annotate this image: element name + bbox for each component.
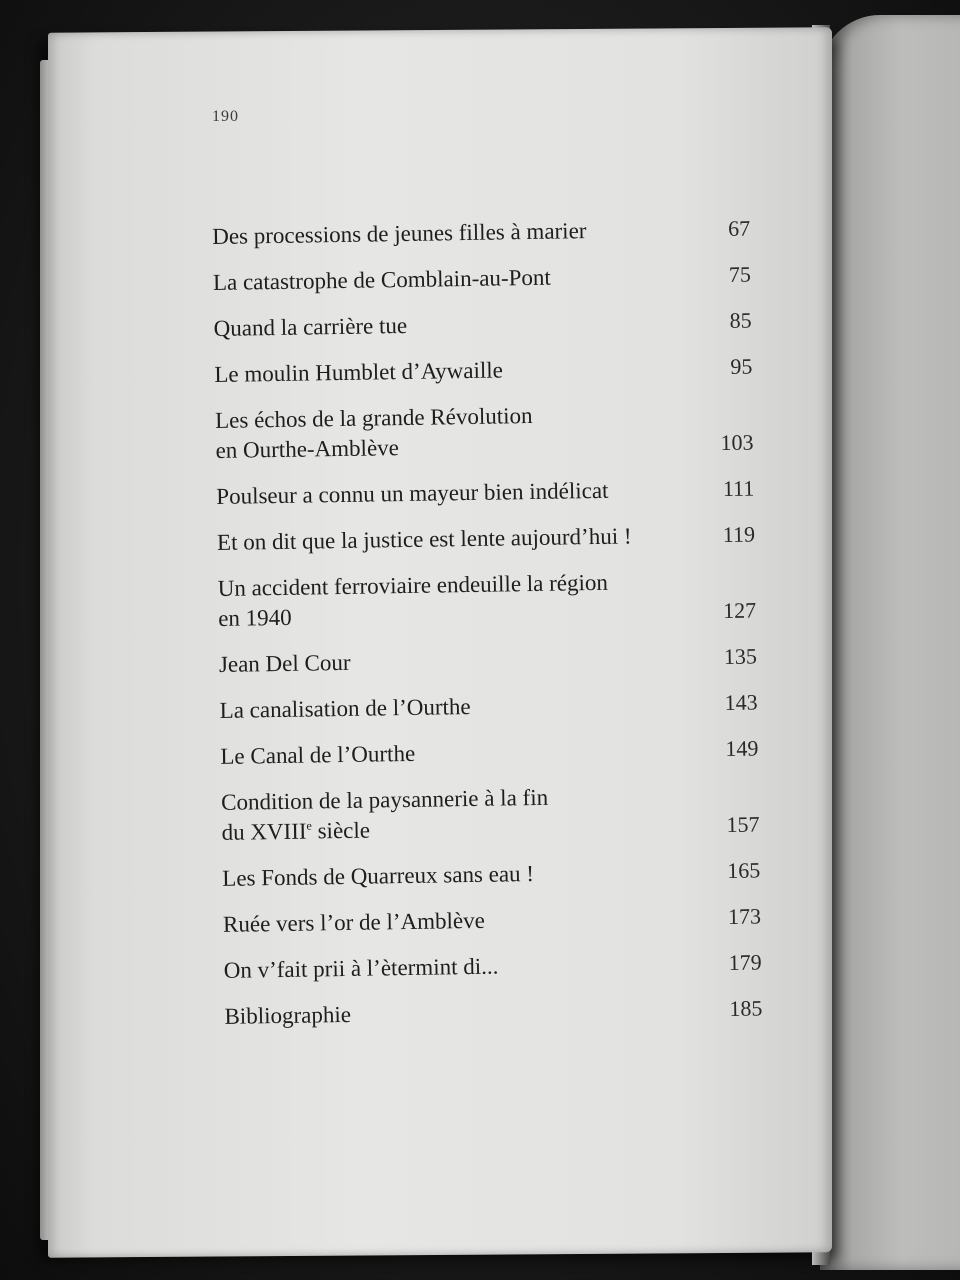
toc-entry	[218, 565, 779, 634]
toc-entry-title: Quand la carrière tue	[213, 312, 408, 341]
toc-entry	[224, 993, 784, 1032]
toc-entry-page: 103	[720, 429, 754, 456]
toc-entry-title: Les Fonds de Quarreux sans eau !	[222, 861, 535, 891]
toc-entry-title: Les échos de la grande Révolution	[214, 402, 533, 433]
toc-entry-page: 165	[727, 857, 761, 883]
toc-entry-title: Des processions de jeunes filles à marier	[212, 218, 587, 249]
toc-entry-title: Le Canal de l’Ourthe	[220, 740, 416, 769]
toc-entry-title: Condition de la paysannerie à la fin	[220, 784, 549, 815]
toc-entry-title-line2: en 1940	[218, 604, 292, 631]
toc-entry-title: La canalisation de l’Ourthe	[219, 693, 471, 723]
toc-entry	[223, 901, 783, 940]
toc-entry-title: Un accident ferroviaire endeuille la région	[217, 569, 609, 601]
toc-entry	[224, 947, 784, 986]
toc-entry	[214, 351, 774, 390]
toc-entry-title: Poulseur a connu un mayeur bien indélicat	[216, 477, 609, 509]
toc-entry-page: 173	[727, 903, 762, 929]
toc-entry-title: Ruée vers l’or de l’Amblève	[222, 907, 486, 937]
toc-entry-page: 111	[722, 475, 755, 502]
toc-entry-page: 157	[726, 811, 760, 837]
toc-entry-page: 85	[729, 307, 752, 333]
toc-entry-page: 75	[728, 261, 752, 287]
toc-entry	[217, 519, 777, 558]
toc-entry-title: On v’fait prii à l’ètermint di...	[223, 953, 499, 983]
toc-entry	[215, 397, 776, 466]
toc-entry-page: 95	[730, 353, 753, 379]
toc-entry-title: Jean Del Cour	[218, 649, 351, 677]
toc-entry-page: 179	[728, 949, 762, 975]
toc-entry-page: 119	[722, 521, 756, 548]
toc-entry-title-line2: en Ourthe-Amblève	[215, 435, 400, 463]
toc-entry-page: 67	[727, 215, 751, 241]
toc-entry	[220, 733, 780, 772]
facing-page	[820, 15, 960, 1270]
toc-entry-page: 143	[724, 689, 758, 716]
toc-entry	[219, 687, 779, 726]
toc-entry-title: Le moulin Humblet d’Aywaille	[214, 357, 504, 387]
page-number: 190	[212, 108, 239, 125]
toc-entry-page: 127	[722, 597, 757, 624]
toc-entry	[222, 855, 782, 894]
toc-entry-title: Et on dit que la justice est lente aujourd’hui !	[216, 523, 632, 555]
toc-entry-title: La catastrophe de Comblain-au-Pont	[212, 264, 551, 295]
toc-entry-page: 135	[723, 643, 758, 670]
toc-entry-page: 185	[729, 995, 763, 1021]
toc-entry-page: 149	[725, 735, 759, 762]
toc-entry-title: Bibliographie	[224, 1001, 352, 1029]
toc-entry	[213, 259, 773, 298]
table-of-contents	[212, 213, 785, 1048]
toc-entry	[216, 473, 776, 512]
toc-entry-title-line2: du XVIIIe siècle	[221, 817, 371, 845]
toc-entry	[221, 779, 782, 848]
toc-entry	[219, 641, 779, 680]
toc-entry	[213, 305, 773, 344]
